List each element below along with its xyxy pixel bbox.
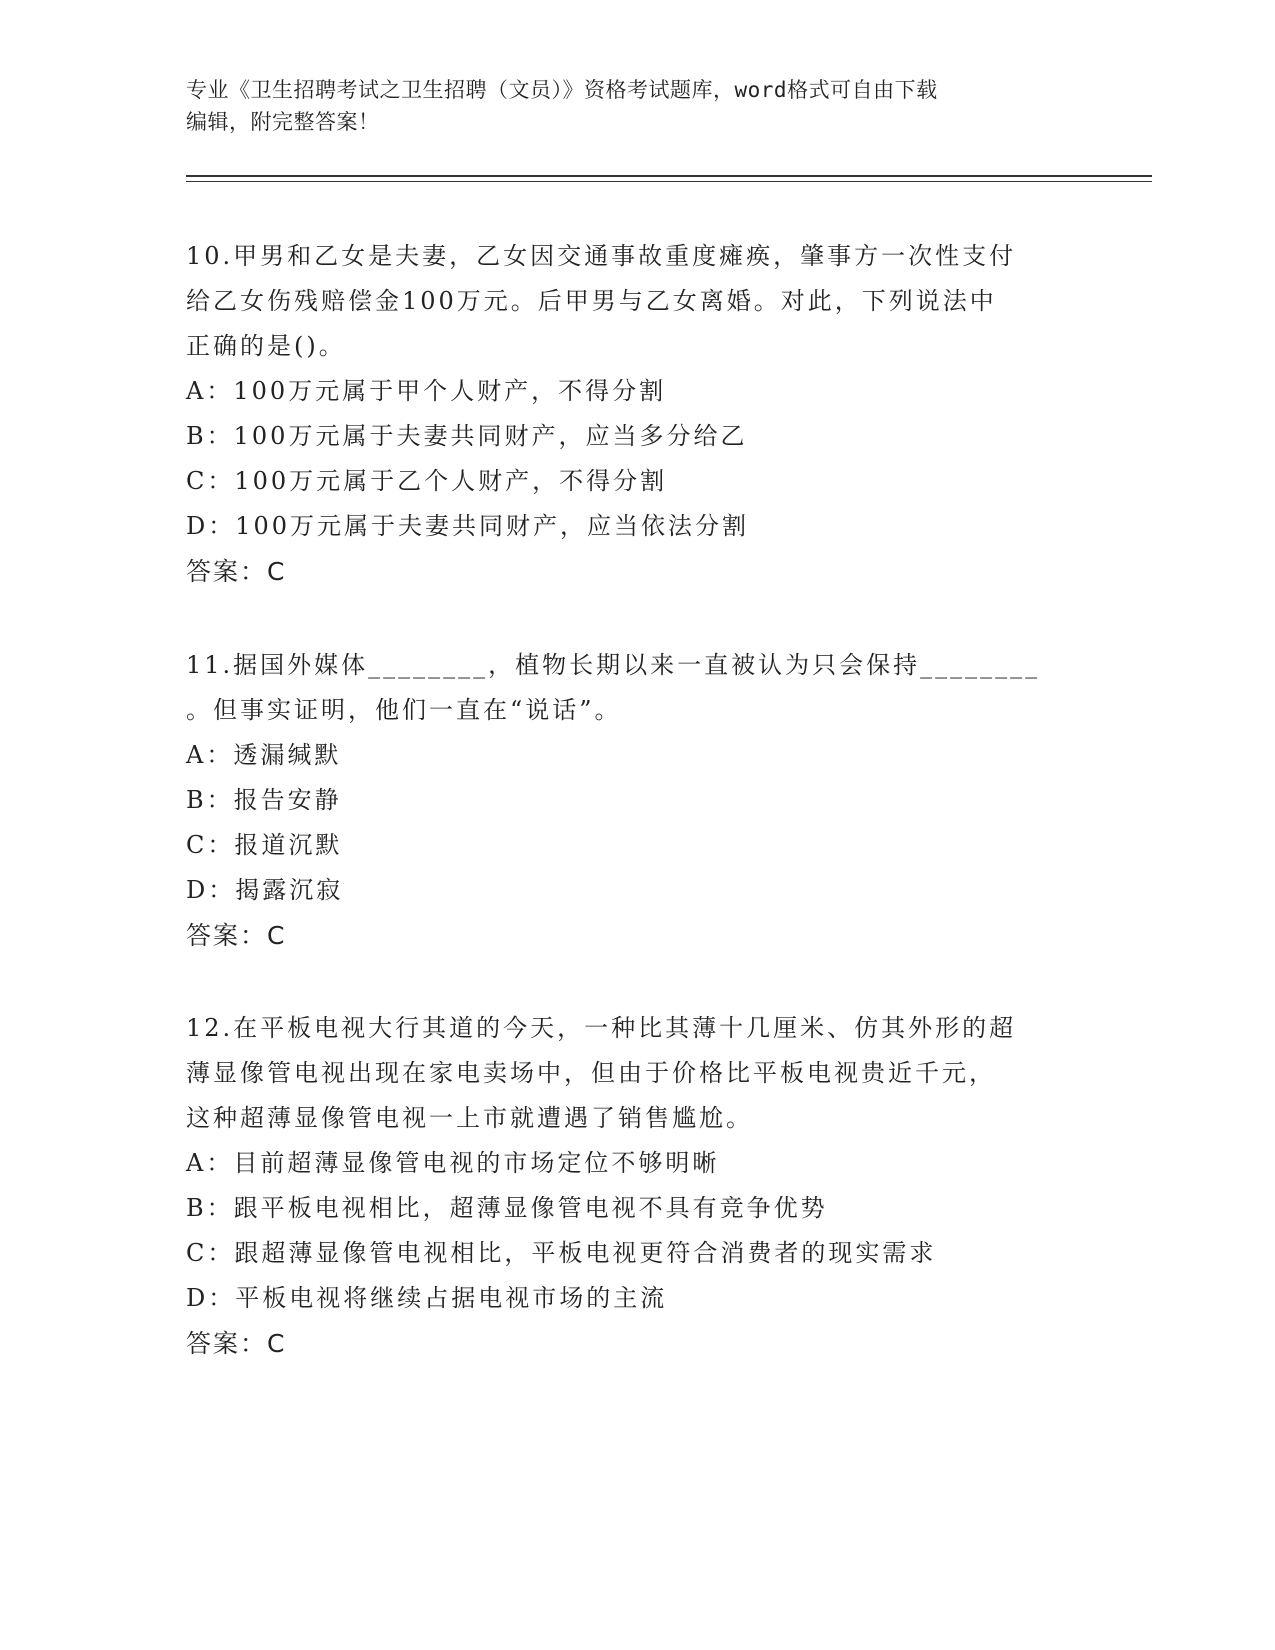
question-stem-line: 薄显像管电视出现在家电卖场中，但由于价格比平板电视贵近千元， [186, 1059, 996, 1087]
header-line-1: 专业《卫生招聘考试之卫生招聘（文员）》资格考试题库，word格式可自由下载 [186, 78, 938, 102]
option-b: B：100万元属于夫妻共同财产，应当多分给乙 [186, 422, 748, 450]
question-stem-line: 12.在平板电视大行其道的今天，一种比其薄十几厘米、仿其外形的超 [186, 1014, 1017, 1042]
option-d: D：100万元属于夫妻共同财产，应当依法分割 [186, 512, 750, 540]
option-a: A：透漏缄默 [186, 741, 342, 769]
question-stem-line: 10.甲男和乙女是夫妻，乙女因交通事故重度瘫痪，肇事方一次性支付 [186, 242, 1017, 270]
question-stem-line: 给乙女伤残赔偿金100万元。后甲男与乙女离婚。对此，下列说法中 [186, 287, 997, 315]
answer: 答案：C [186, 1329, 287, 1358]
answer: 答案：C [186, 921, 287, 950]
question-11 [186, 643, 1086, 958]
question-12 [186, 1006, 1086, 1366]
question-stem-line: 。但事实证明，他们一直在“说话”。 [186, 696, 622, 724]
document-header [186, 74, 1086, 138]
option-a: A：100万元属于甲个人财产，不得分割 [186, 377, 667, 405]
header-divider-thin [186, 181, 1152, 182]
option-c: C：报道沉默 [186, 831, 343, 859]
header-divider-thick [186, 175, 1152, 177]
question-stem-line: 正确的是()。 [186, 332, 346, 360]
option-d: D：揭露沉寂 [186, 876, 344, 904]
question-stem-line: 这种超薄显像管电视一上市就遭遇了销售尴尬。 [186, 1104, 753, 1132]
option-d: D：平板电视将继续占据电视市场的主流 [186, 1284, 668, 1312]
question-stem-line: 11.据国外媒体________，植物长期以来一直被认为只会保持________ [186, 651, 1041, 679]
option-b: B：跟平板电视相比，超薄显像管电视不具有竞争优势 [186, 1194, 828, 1222]
option-c: C：100万元属于乙个人财产，不得分割 [186, 467, 668, 495]
header-line-2: 编辑，附完整答案！ [186, 110, 380, 134]
option-c: C：跟超薄显像管电视相比，平板电视更符合消费者的现实需求 [186, 1239, 937, 1267]
answer: 答案：C [186, 557, 287, 586]
question-10 [186, 234, 1086, 594]
option-a: A：目前超薄显像管电视的市场定位不够明晰 [186, 1149, 720, 1177]
option-b: B：报告安静 [186, 786, 342, 814]
